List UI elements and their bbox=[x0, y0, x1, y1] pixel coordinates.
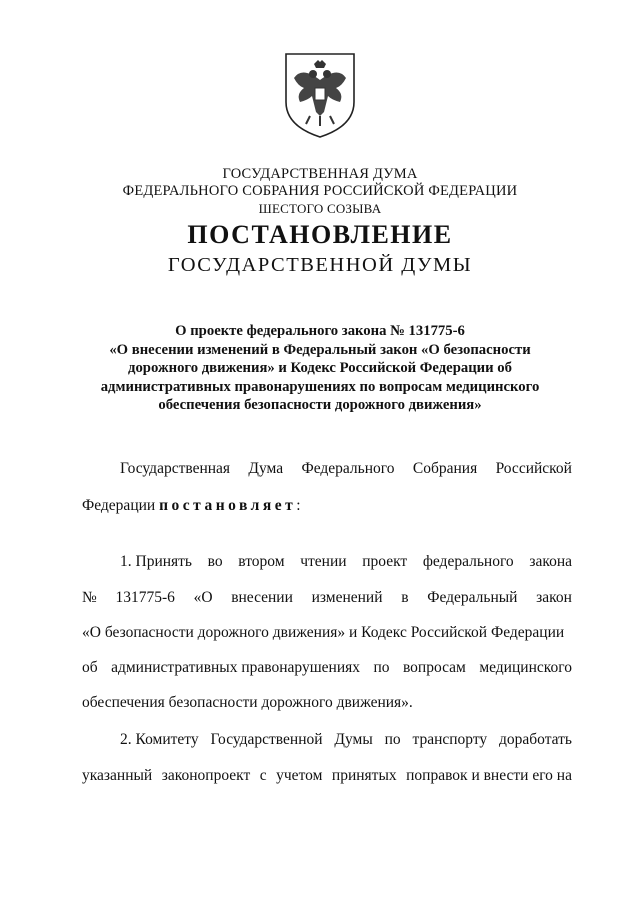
org-line-3: ШЕСТОГО СОЗЫВА bbox=[258, 201, 382, 216]
word: во bbox=[207, 553, 223, 570]
subject-line: обеспечения безопасности дорожного движения» bbox=[158, 397, 482, 413]
word: № bbox=[82, 589, 97, 606]
word: поправок и внести его на bbox=[406, 767, 572, 784]
org-line-1: ГОСУДАРСТВЕННАЯ ДУМА bbox=[222, 166, 418, 182]
item1-line-3: «О безопасности дорожного движения» и Кодекс Российской Федерации bbox=[82, 624, 565, 641]
document-title: ПОСТАНОВЛЕНИЕ bbox=[187, 220, 453, 249]
word: чтении bbox=[300, 553, 347, 570]
word: Федеральный bbox=[427, 589, 518, 606]
word: Государственной bbox=[210, 731, 323, 748]
word: указанный bbox=[82, 767, 153, 784]
document-subject bbox=[70, 322, 570, 415]
word: по bbox=[373, 659, 390, 676]
word: втором bbox=[238, 553, 285, 570]
word: закон bbox=[536, 589, 572, 606]
item1-line-1 bbox=[120, 553, 572, 571]
decree-verb: постановляет bbox=[159, 497, 297, 514]
document-title-sub: ГОСУДАРСТВЕННОЙ ДУМЫ bbox=[167, 254, 473, 276]
word: вопросам bbox=[402, 659, 466, 676]
word: «О bbox=[193, 589, 213, 606]
item1-line-5: обеспечения безопасности дорожного движения». bbox=[82, 694, 413, 711]
word: административных правонарушениях bbox=[111, 659, 360, 676]
item1-line-4 bbox=[82, 659, 572, 677]
word: с bbox=[259, 767, 267, 784]
word: Дума bbox=[248, 460, 284, 477]
word: законопроект bbox=[161, 767, 251, 784]
subject-line: «О внесении изменений в Федеральный закон «О безопасности bbox=[109, 341, 531, 358]
word: доработать bbox=[499, 731, 572, 748]
word: Российской bbox=[495, 460, 572, 477]
word: Федерального bbox=[301, 460, 395, 477]
word: Думы bbox=[334, 731, 373, 748]
coat-of-arms-icon bbox=[280, 50, 360, 140]
word: Государственная bbox=[120, 460, 231, 477]
word: медицинского bbox=[479, 659, 572, 676]
word: транспорту bbox=[412, 731, 488, 748]
word: федерального bbox=[422, 553, 514, 570]
org-line-2: ФЕДЕРАЛЬНОГО СОБРАНИЯ РОССИЙСКОЙ ФЕДЕРАЦИИ bbox=[122, 183, 518, 199]
word: 1. Принять bbox=[120, 553, 193, 570]
item2-line-1 bbox=[120, 731, 572, 749]
word: принятых bbox=[331, 767, 397, 784]
word: 131775-6 bbox=[115, 589, 175, 606]
subject-line: дорожного движения» и Кодекс Российской Федерации об bbox=[128, 360, 512, 376]
word: изменений bbox=[311, 589, 383, 606]
subject-line: административных правонарушениях по вопросам медицинского bbox=[100, 378, 540, 395]
item1-line-2 bbox=[82, 589, 572, 607]
word: по bbox=[384, 731, 401, 748]
word: учетом bbox=[276, 767, 323, 784]
word: 2. Комитету bbox=[120, 731, 199, 748]
intro-line-1 bbox=[120, 460, 572, 478]
word: проект bbox=[362, 553, 408, 570]
intro-line-2: Федерации постановляет: bbox=[82, 497, 301, 514]
word: внесении bbox=[231, 589, 293, 606]
word: Собрания bbox=[412, 460, 478, 477]
word: об bbox=[82, 659, 98, 676]
word: в bbox=[401, 589, 409, 606]
subject-line: О проекте федерального закона № 131775-6 bbox=[175, 323, 465, 339]
word: закона bbox=[529, 553, 572, 570]
item2-line-2 bbox=[82, 767, 572, 785]
